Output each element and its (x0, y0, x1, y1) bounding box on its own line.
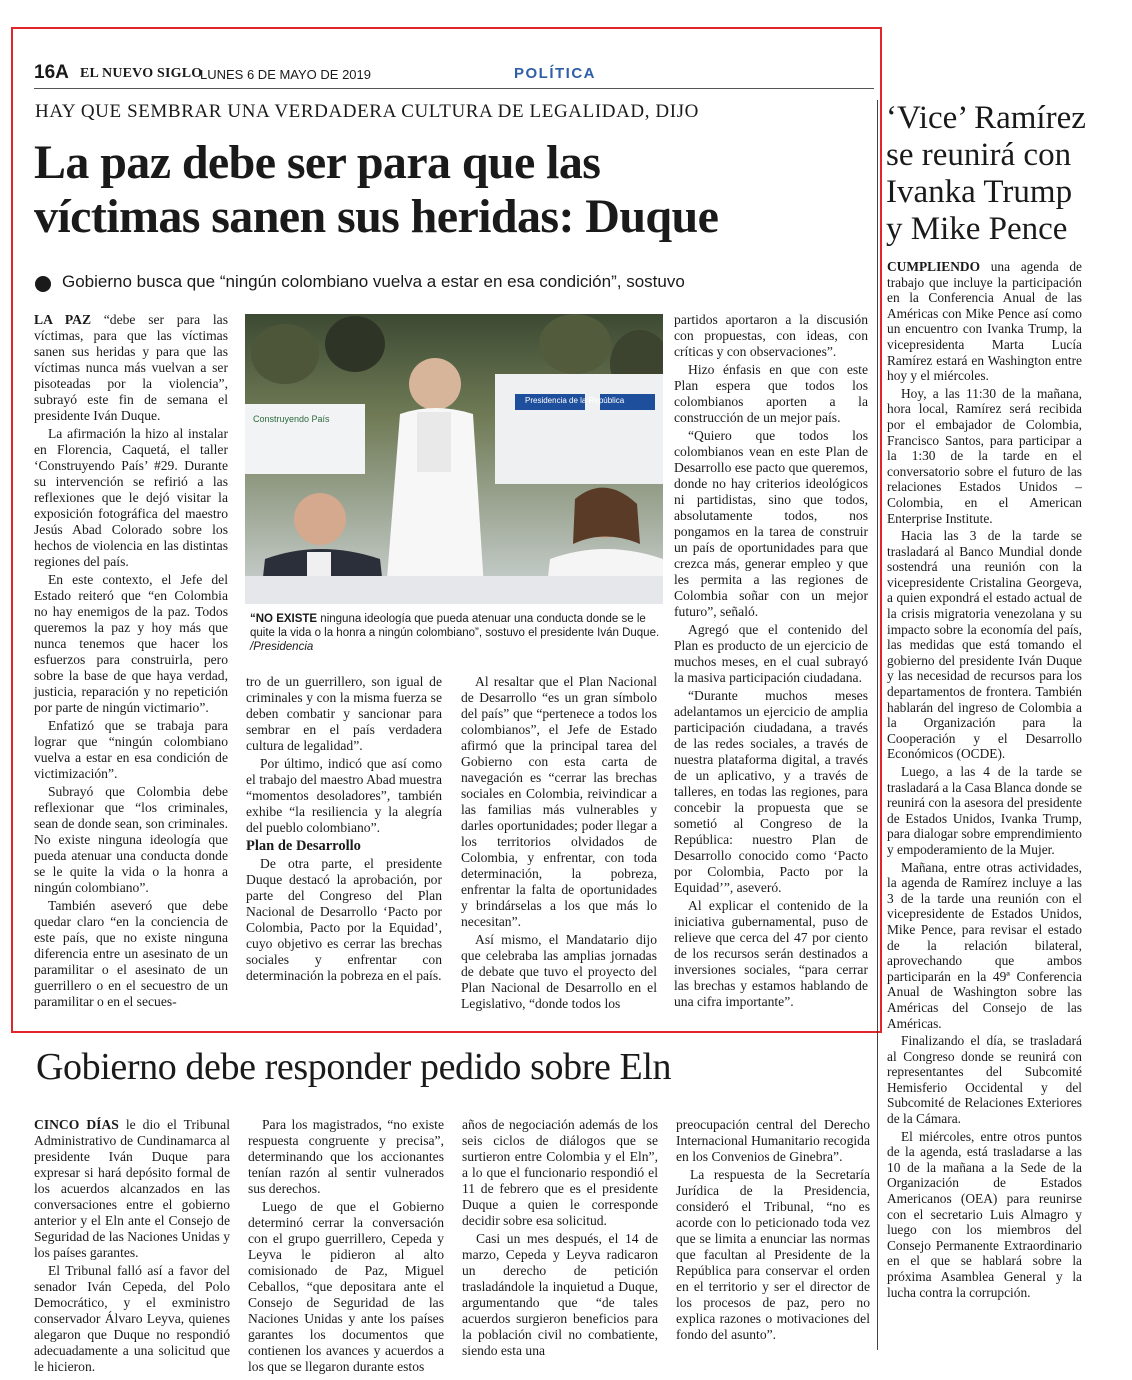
paragraph: En este contexto, el Jefe del Estado reiteró que “en Colombia no hay enemigos de la paz. Todos queremos la paz y hoy más que nunca tenemos que hacer los esfuerzos para construirla, pero sobre la base de que haya verdad, justicia, reparación y no repetición por parte de ningún victimario”. (34, 572, 228, 715)
main-headline (34, 136, 884, 244)
bottom-column-1 (34, 1117, 230, 1377)
main-column-2 (246, 674, 442, 986)
paragraph: Hoy, a las 11:30 de la mañana, hora local, Ramírez será recibida por el embajador de Colombia, Francisco Santos, para participar a la 1:30 de la tarde en el conversatorio sobre el futuro de las relaciones Estados Unidos – Colombia, en el American Enterprise Institute. (887, 385, 1082, 526)
paragraph: La respuesta de la Secretaría Jurídica de la Presidencia, consideró el Tribunal, “no es acorde con lo peticionado toda vez que se limita a enunciar las normas que facultan al Presidente de la República para conservar el orden en el territorio y ser el director de los procesos de paz, pero no explica razones o motivaciones del fondo del asunto”. (676, 1167, 870, 1342)
paragraph: Luego, a las 4 de la tarde se trasladará a la Casa Blanca donde se reunirá con la asesora del presidente de Estados Unidos, Ivanka Trump, para dialogar sobre emprendimiento y empoderamiento de la Mujer. (887, 764, 1082, 857)
paragraph: El Tribunal falló así a favor del senador Iván Cepeda, del Polo Democrático, y el exministro conservador Álvaro Leyva, quienes alegaron que Duque no respondió adecuadamente a una solicitud que le hicieron. (34, 1263, 230, 1374)
paragraph: También aseveró que debe quedar claro “en la conciencia de este país, que no existe ninguna diferencia entre un asesinato de un paramilitar o el asesinato de un guerrillero o en el secuestro de un paramilitar o en el secues- (34, 898, 228, 1009)
paragraph: Al explicar el contenido de la iniciativa gubernamental, puso de relieve que cerca del 47 por ciento de los recursos serán destinados a inversiones sociales, “para cerrar las brechas y estamos hablando de una cifra importante”. (674, 898, 868, 1009)
headline-line-2: víctimas sanen sus heridas: Duque (34, 190, 719, 243)
paragraph: LA PAZ “debe ser para las víctimas, para que las víctimas sanen sus heridas y para que las víctimas nunca más vuelvan a ser pisoteadas por la violencia”, subrayó este fin de semana el presidente Iván Duque. (34, 312, 228, 423)
photo-credit: /Presidencia (250, 641, 314, 653)
page-number: 16A (34, 62, 69, 83)
main-column-3 (461, 674, 657, 1014)
subheading: Plan de Desarrollo (246, 838, 361, 854)
bottom-headline: Gobierno debe responder pedido sobre Eln (36, 1046, 672, 1088)
paragraph: preocupación central del Derecho Internacional Humanitario recogida en los Convenios de Ginebra”. (676, 1117, 871, 1164)
paragraph: Mañana, entre otras actividades, la agenda de Ramírez incluye a las 3 de la tarde una reunión con el vicepresidente de Estados Unidos, Mike Pence, para revisar el estado de la relación bilateral, aprovechando que ambos participarán en la 49ª Conferencia Anual de Washington sobre las Américas del Consejo de las Américas. (887, 859, 1082, 1031)
paragraph: Al resaltar que el Plan Nacional de Desarrollo “es un gran símbolo del país” que “pertenece a todos los colombianos”, el Jefe de Estado afirmó que la principal tarea del Gobierno con esta carta de navegación es “cerrar las brechas sociales en Colombia, reivindicar a las familias más vulnerables y darles oportunidades; poder llegar a los territorios olvidados de Colombia, y enfrentar, con toda determinación, la pobreza, enfrentar la falta de oportunidades y brindárselas a los que más lo necesitan”. (461, 674, 657, 929)
side-column (887, 259, 1082, 1302)
paragraph: La afirmación la hizo al instalar en Florencia, Caquetá, el taller ‘Construyendo País’ #29. Durante su intervención se refirió a las reflexiones que le dejó visitar la exposición fotográfica del maestro Jesús Abad Colorado sobre los hechos de violencia en las distintas regiones del país. (34, 426, 228, 569)
paragraph: El miércoles, entre otros puntos de la agenda, está trasladarse a las 10 de la mañana a la Sede de la Organización de Estados Americanos (OEA) para reunirse con el secretario Luis Almagro y luego con los miembros del Consejo Permanente Extraordinario en el que se hablará sobre la próxima Asamblea General y la lucha contra la corrupción. (887, 1128, 1082, 1300)
newspaper-name: EL NUEVO SIGLO (80, 66, 203, 81)
paragraph: Así mismo, el Mandatario dijo que celebraba las amplias jornadas de debate que tuvo el proyecto del Plan Nacional de Desarrollo en el Legislativo, “donde todos los (461, 932, 657, 1011)
bullet-icon (35, 276, 51, 292)
main-column-4 (674, 312, 868, 1012)
bottom-column-4 (676, 1117, 870, 1345)
issue-date: LUNES 6 DE MAYO DE 2019 (200, 67, 371, 82)
photo-banner-label: Presidencia de la República (525, 396, 625, 405)
paragraph: Casi un mes después, el 14 de marzo, Cepeda y Leyva radicaron un derecho de petición trasladándole la inquietud a Duque, argumentando que “de tales acuerdos surgieron beneficios para la población civil no combatiente, siendo esta una (462, 1231, 658, 1358)
paragraph: De otra parte, el presidente Duque destacó la aprobación, por parte del Congreso del Plan Nacional de Desarrollo ‘Pacto por Colombia, Pacto por la Equidad’, cuyo objetivo es cerrar las brechas sociales y enfrentar con determinación la pobreza en el país. (246, 856, 442, 983)
paragraph: Para los magistrados, “no existe respuesta congruente y precisa”, determinando que los accionantes tenían razón al sentir vulnerados sus derechos. (248, 1117, 444, 1196)
paragraph: Finalizando el día, se trasladará al Congreso donde se reunirá con representantes del Subcomité Hemisferio Occidental y del Subcomité de Relaciones Exteriores de la Cámara. (887, 1033, 1082, 1127)
paragraph: tro de un guerrillero, son igual de criminales y con la misma fuerza se deben combatir y sancionar para sembrar en el país verdadera cultura de legalidad”. (246, 674, 442, 753)
paragraph: Subrayó que Colombia debe reflexionar que “los criminales, sean de donde sean, son criminales. No existe ninguna ideología que pueda atenuar una conducta donde se le quite la vida o la honra a ningún colombiano”. (34, 784, 228, 895)
paragraph: Por último, indicó que así como el trabajo del maestro Abad muestra “momentos desoladores”, también exhibe “la resiliencia y la alegría del pueblo colombiano”. (246, 756, 442, 835)
caption-lead: “NO EXISTE (250, 613, 318, 625)
article-kicker: HAY QUE SEMBRAR UNA VERDADERA CULTURA DE LEGALIDAD, DIJO (35, 101, 699, 122)
article-summary: Gobierno busca que “ningún colombiano vuelva a estar en esa condición”, sostuvo (62, 272, 685, 291)
paragraph: años de negociación además de los seis ciclos de diálogos que se surtieron entre Colombia y el Eln”, a lo que el funcionario respondió el 11 de febrero que es el presidente Duque a quien le corresponde decidir sobre esa solicitud. (462, 1117, 658, 1228)
paragraph: CUMPLIENDO una agenda de trabajo que incluye la participación en la Conferencia Anual de las Américas con Mike Pence así como un encuentro con Ivanka Trump, la vicepresidenta Marta Lucía Ramírez estará en Washington entre hoy y el miércoles. (887, 259, 1082, 384)
paragraph: CINCO DÍAS le dio el Tribunal Administrativo de Cundinamarca al presidente Iván Duque para expresar si hará depósito formal de los acuerdos alcanzados en las conversaciones entre el gobierno anterior y el Eln ante el Consejo de Seguridad de las Naciones Unidas y los países garantes. (34, 1117, 230, 1260)
paragraph: Hacia las 3 de la tarde se trasladará al Banco Mundial donde sostendrá una reunión con la vicepresidente Cristalina Georgeva, a quien expondrá el estado actual de la crisis migratoria venezolana y su impacto sobre la economía del país, las medidas que está tomando el gobierno del presidente Iván Duque y las necesidad de recursos para los departamentos de frontera. También hablarán del ingreso de Colombia a la Organización para la Cooperación y el Desarrollo Económicos (OCDE). (887, 528, 1082, 762)
paragraph: “Quiero que todos los colombianos vean en este Plan de Desarrollo ese pacto que queremos, donde no hay criterios ideológicos ni partidistas, sino que todos, absolutamente todos, nos pongamos en la tarea de construir un país de oportunidades para que crezca más, generar empleo y que les permita a las regiones de Colombia soñar con un mejor futuro”, señaló. (674, 428, 868, 619)
paragraph: “Durante muchos meses adelantamos un ejercicio de amplia participación ciudadana, a través de las redes sociales, a través de nuestra plataforma digital, a través de un aplicativo, y a través de talleres, en todas las regiones, para concebir la propuesta que se sometió al Congreso de la República: nuestro Plan de Desarrollo conocido como ‘Pacto por Colombia, Pacto por la Equidad’”, aseveró. (674, 688, 868, 895)
paragraph: Luego de que el Gobierno determinó cerrar la conversación con el grupo guerrillero, Cepeda y Leyva le pidieron al alto comisionado de Paz, Miguel Ceballos, “que depositara ante el Consejo de Seguridad de las Naciones Unidas y ante los países garantes los documentos que contienen los avances y acuerdos a los que se llegaron durante estos (248, 1199, 444, 1374)
lead-word: LA PAZ (34, 312, 92, 327)
article-photo (245, 314, 663, 604)
headline-line-1: La paz debe ser para que las (34, 136, 601, 189)
masthead-rule (34, 88, 874, 89)
photo-illustration (245, 314, 663, 604)
bottom-column-3 (462, 1117, 658, 1361)
paragraph: partidos aportaron a la discusión con propuestas, con ideas, con críticas y con observaciones”. (674, 312, 868, 359)
lead-word: CUMPLIENDO (887, 259, 980, 274)
paragraph: Enfatizó que se trabaja para lograr que “ningún colombiano vuelva a estar en esa condición de victimización”. (34, 718, 228, 781)
side-headline: ‘Vice’ Ramírez se reunirá con Ivanka Trump y Mike Pence (886, 100, 1086, 247)
lead-word: CINCO DÍAS (34, 1117, 119, 1132)
section-label: POLÍTICA (514, 65, 596, 82)
photo-caption: “NO EXISTE ninguna ideología que pueda atenuar una conducta donde se le quite la vida o la honra a ningún colombiano”, sostuvo el presidente Iván Duque. /Presidencia (250, 613, 660, 653)
column-rule (877, 100, 878, 1350)
paragraph: Hizo énfasis en que con este Plan espera que todos los colombianos aporten a la construcción de un mejor país. (674, 362, 868, 425)
bottom-column-2 (248, 1117, 444, 1377)
page-masthead (34, 62, 874, 86)
main-column-1 (34, 312, 228, 1012)
photo-banner-label: Construyendo País (253, 414, 330, 424)
paragraph: Agregó que el contenido del Plan es producto de un ejercicio de muchos meses, en el cual subrayó la masiva participación ciudadana. (674, 622, 868, 685)
